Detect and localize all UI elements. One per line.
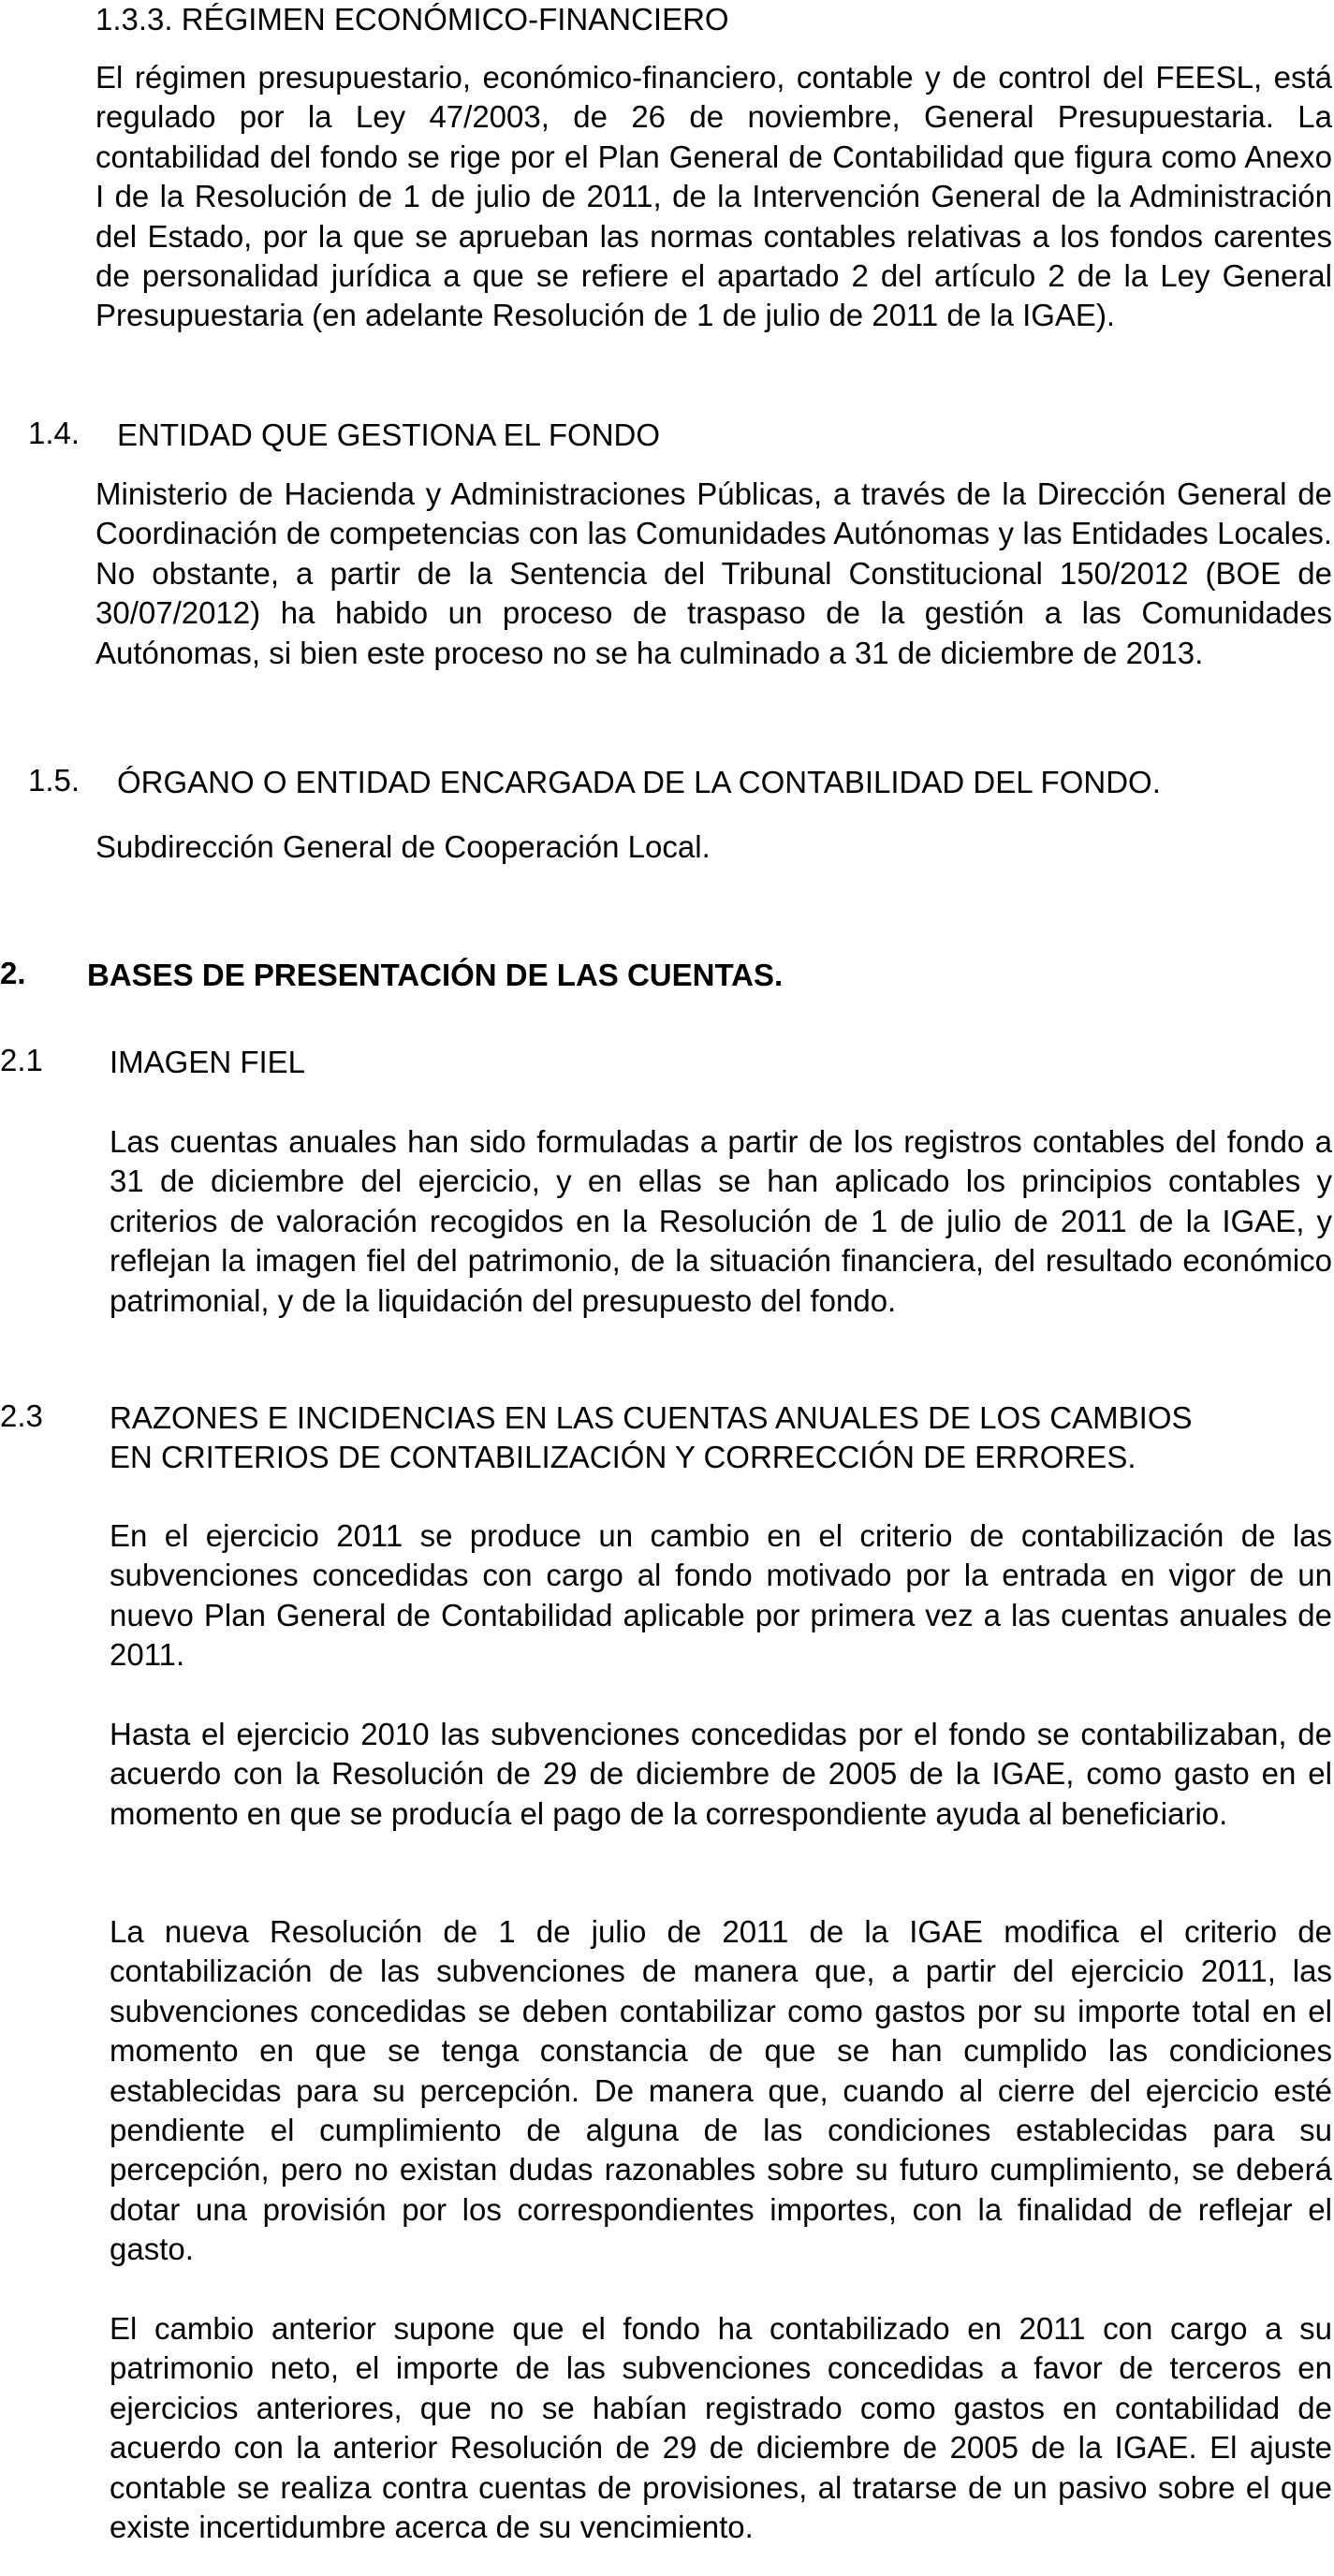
section-1-3-3-title: 1.3.3. RÉGIMEN ECONÓMICO-FINANCIERO [95,2,729,37]
section-2-3-paragraph-3: La nueva Resolución de 1 de julio de 2011 de la IGAE modifica el criterio de contabilización de las subvenciones de manera que, a partir del ejercicio 2011, las subvenciones concedidas se deben contabilizar como gastos por su importe total en el momento en que se tenga constancia de que se han cumplido las condiciones establecidas para su percepción. De manera que, cuando al cierre del ejercicio esté pendiente el cumplimiento de alguna de las condiciones establecidas para su percepción, pero no existan dudas razonables sobre su futuro cumplimiento, se deberá dotar una provisión por los correspondientes importes, con la finalidad de reflejar el gasto. [110,1914,1332,2267]
section-1-4-body: Ministerio de Hacienda y Administraciones Públicas, a través de la Dirección General de Coordinación de competencias con las Comunidades Autónomas y las Entidades Locales. No obstante, a partir de la Sentencia del Tribunal Constitucional 150/2012 (BOE de 30/07/2012) ha habido un proceso de traspaso de la gestión a las Comunidades Autónomas, si bien este proceso no se ha culminado a 31 de diciembre de 2013. [95,476,1332,670]
section-1-4-title: ENTIDAD QUE GESTIONA EL FONDO [117,417,661,452]
section-2-3-title-line-1: RAZONES E INCIDENCIAS EN LAS CUENTAS ANUALES DE LOS CAMBIOS [110,1400,1193,1435]
section-2-title: BASES DE PRESENTACIÓN DE LAS CUENTAS. [87,958,784,992]
section-2-3-paragraph-2: Hasta el ejercicio 2010 las subvenciones concedidas por el fondo se contabilizaban, de acuerdo con la Resolución de 29 de diciembre de 2005 de la IGAE, como gasto en el momento en que se producía el pago de la correspondiente ayuda al beneficiario. [110,1717,1332,1831]
section-1-5-body: Subdirección General de Cooperación Local. [95,829,711,864]
section-1-3-3-body: El régimen presupuestario, económico-financiero, contable y de control del FEESL, está regulado por la Ley 47/2003, de 26 de noviembre, General Presupuestaria. La contabilidad del fondo se rige por el Plan General de Contabilidad que figura como Anexo I de la Resolución de 1 de julio de 2011, de la Intervención General de la Administración del Estado, por la que se aprueban las normas contables relativas a los fondos carentes de personalidad jurídica a que se refiere el apartado 2 del artículo 2 de la Ley General Presupuestaria (en adelante Resolución de 1 de julio de 2011 de la IGAE). [95,60,1332,333]
section-2-3-title-line-2: EN CRITERIOS DE CONTABILIZACIÓN Y CORRECCIÓN DE ERRORES. [110,1440,1136,1474]
section-2-3-paragraph-1: En el ejercicio 2011 se produce un cambio en el criterio de contabilización de las subvenciones concedidas con cargo al fondo motivado por la entrada en vigor de un nuevo Plan General de Contabilidad aplicable por primera vez a las cuentas anuales de 2011. [110,1518,1332,1673]
section-1-5-number: 1.5. [28,763,81,798]
section-2-3-paragraph-4: El cambio anterior supone que el fondo ha contabilizado en 2011 con cargo a su patrimonio neto, el importe de las subvenciones concedidas a favor de terceros en ejercicios anteriores, que no se habían registrado como gastos en contabilidad de acuerdo con la anterior Resolución de 29 de diciembre de 2005 de la IGAE. El ajuste contable se realiza contra cuentas de provisiones, al tratarse de un pasivo sobre el que existe incertidumbre acerca de su vencimiento. [110,2311,1332,2545]
section-2-1-title: IMAGEN FIEL [110,1045,306,1079]
section-2-3-number: 2.3 [0,1398,43,1433]
section-2-1-body: Las cuentas anuales han sido formuladas a partir de los registros contables del fondo a 31 de diciembre del ejercicio, y en ellas se han aplicado los principios contables y criterios de valoración recogidos en la Resolución de 1 de julio de 2011 de la IGAE, y reflejan la imagen fiel del patrimonio, de la situación financiera, del resultado económico patrimonial, y de la liquidación del presupuesto del fondo. [110,1124,1332,1318]
section-2-number: 2. [0,956,26,990]
section-2-1-number: 2.1 [0,1043,43,1077]
section-1-4-number: 1.4. [28,416,81,450]
section-1-5-title: ÓRGANO O ENTIDAD ENCARGADA DE LA CONTABILIDAD DEL FONDO. [117,765,1161,799]
